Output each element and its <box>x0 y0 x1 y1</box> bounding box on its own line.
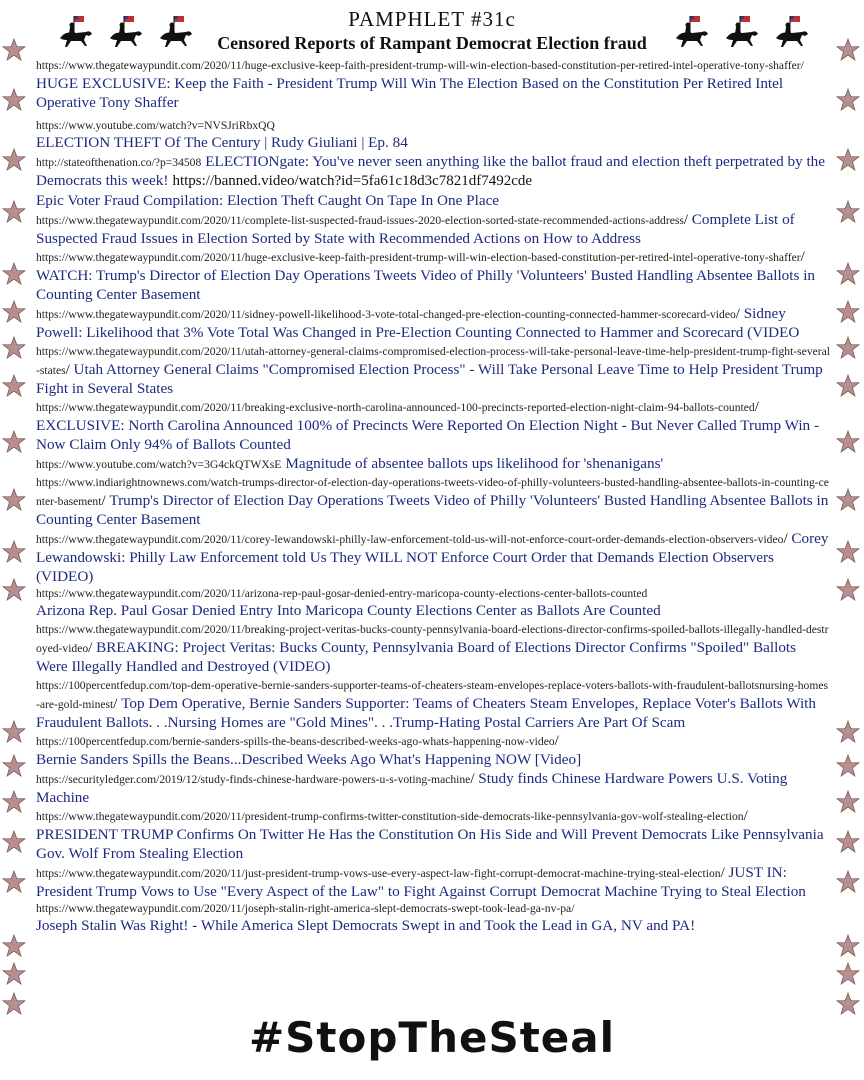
article-headline-link[interactable]: ELECTION THEFT Of The Century | Rudy Giuliani | Ep. 84 <box>36 134 408 151</box>
article-headline-link[interactable]: JUST IN: President Trump Vows to Use "Every Aspect of the Law" to Fight Against Corrupt Democrat Machine Trying to Steal Election <box>36 864 806 900</box>
article-headline-link[interactable]: Utah Attorney General Claims "Compromised Election Process" - Will Take Personal Leave Time to Help President Trump Fight in Several States <box>36 361 823 397</box>
star-icon <box>2 720 26 744</box>
star-icon <box>836 300 860 324</box>
source-url-link[interactable]: https://www.thegatewaypundit.com/2020/11/breaking-exclusive-north-carolina-announced-100-precincts-reported-election-night-claim-94-ballots-counted <box>36 401 755 414</box>
source-url-link[interactable]: https://www.thegatewaypundit.com/2020/11/huge-exclusive-keep-faith-president-trump-will-win-election-based-constitution-per-retired-intel-operative-tony-shaffer/ <box>36 59 804 72</box>
list-item: https://www.thegatewaypundit.com/2020/11/complete-list-suspected-fraud-issues-2020-election-sorted-state-recommended-actions-address/ Complete List of Suspected Fraud Issues in Election Sorted by State with Recommended Actions on How to Address <box>36 211 795 247</box>
article-headline-link[interactable]: Epic Voter Fraud Compilation: Election Theft Caught On Tape In One Place <box>36 192 500 209</box>
right-star-border <box>836 0 862 1080</box>
article-headline-link[interactable]: Corey Lewandowski: Philly Law Enforcement told Us They WILL NOT Enforce Court Order that Demands Election Observers (VIDEO) <box>36 530 829 585</box>
list-item: https://securityledger.com/2019/12/study-finds-chinese-hardware-powers-u-s-voting-machine/ Study finds Chinese Hardware Powers U.S. Voting Machine <box>36 770 788 806</box>
article-headline-link[interactable]: ELECTIONgate: You've never seen anything like the ballot fraud and election theft perpetrated by the Democrats this week! <box>36 153 826 189</box>
list-item <box>36 56 830 112</box>
star-icon <box>836 720 860 744</box>
star-icon <box>2 374 26 398</box>
source-url-link[interactable]: https://www.thegatewaypundit.com/2020/11/president-trump-confirms-twitter-constitution-side-democrats-like-pennsylvania-gov-wolf-stealing-election <box>36 810 744 823</box>
star-icon <box>2 262 26 286</box>
star-icon <box>2 578 26 602</box>
source-url-link[interactable]: https://100percentfedup.com/bernie-sanders-spills-the-beans-described-weeks-ago-whats-happening-now-video <box>36 735 555 748</box>
list-item: https://www.thegatewaypundit.com/2020/11/utah-attorney-general-claims-compromised-election-process-will-take-personal-leave-time-help-president-trump-fight-several-states/ Utah Attorney General Claims "Compromised Election Process" - Will Take Personal Leave Time to Help President Trump Fight in Several States <box>36 345 830 397</box>
list-item: https://www.indiarightnownews.com/watch-trumps-director-of-election-day-operations-tweets-video-of-philly-volunteers-busted-handling-absentee-ballots-in-counting-center-basement/ Trump's Director of Election Day Operations Tweets Video of Philly 'Volunteers' Busted Handling Absentee Ballots in Counting Center Basement <box>36 476 829 528</box>
source-url-link[interactable]: https://securityledger.com/2019/12/study-finds-chinese-hardware-powers-u-s-voting-machine <box>36 773 471 786</box>
source-url-link[interactable]: https://www.thegatewaypundit.com/2020/11/arizona-rep-paul-gosar-denied-entry-maricopa-county-elections-center-ballots-counted <box>36 587 648 600</box>
star-icon <box>2 540 26 564</box>
source-url-link[interactable]: https://www.youtube.com/watch?v=3G4ckQTWXsE <box>36 458 282 471</box>
source-url-link[interactable]: https://www.thegatewaypundit.com/2020/11/huge-exclusive-keep-faith-president-trump-will-win-election-based-constitution-per-retired-intel-operative-tony-shaffer <box>36 251 801 264</box>
source-url-link[interactable]: https://www.thegatewaypundit.com/2020/11/breaking-project-veritas-bucks-county-pennsylvania-board-elections-director-confirms-spoiled-ballots-illegally-handled-destroyed-video <box>36 623 829 655</box>
star-icon <box>2 934 26 958</box>
star-icon <box>2 992 26 1016</box>
list-item <box>36 118 830 152</box>
article-headline-link[interactable]: Study finds Chinese Hardware Powers U.S. Voting Machine <box>36 770 788 806</box>
list-item: https://www.thegatewaypundit.com/2020/11/huge-exclusive-keep-faith-president-trump-will-win-election-based-constitution-per-retired-intel-operative-tony-shaffer/ WATCH: Trump's Director of Election Day Operations Tweets Video of Philly 'Volunteers' Busted Handling Absentee Ballots in Counting Center Basement <box>36 249 816 303</box>
list-item: https://www.thegatewaypundit.com/2020/11/breaking-project-veritas-bucks-county-pennsylvania-board-elections-director-confirms-spoiled-ballots-illegally-handled-destroyed-video/ BREAKING: Project Veritas: Bucks County, Pennsylvania Board of Elections Director Confirms "Spoiled" Ballots Were Illegally Handled and Destroyed (VIDEO) <box>36 623 829 675</box>
article-headline-link[interactable]: WATCH: Trump's Director of Election Day Operations Tweets Video of Philly 'Volunteers' Busted Handling Absentee Ballots in Counting Center Basement <box>36 267 816 303</box>
list-item: https://www.thegatewaypundit.com/2020/11/president-trump-confirms-twitter-constitution-side-democrats-like-pennsylvania-gov-wolf-stealing-election/ PRESIDENT TRUMP Confirms On Twitter He Has the Constitution On His Side and Will Prevent Democrats Like Pennsylvania Gov. Wolf From Stealing Election <box>36 808 824 862</box>
left-star-border <box>2 0 28 1080</box>
article-headline-link[interactable]: Trump's Director of Election Day Operations Tweets Video of Philly 'Volunteers' Busted Handling Absentee Ballots in Counting Center Basement <box>36 492 829 528</box>
article-headline-link[interactable]: Arizona Rep. Paul Gosar Denied Entry Into Maricopa County Elections Center as Ballots Are Counted <box>36 602 661 619</box>
article-headline-link[interactable]: Complete List of Suspected Fraud Issues in Election Sorted by State with Recommended Actions on How to Address <box>36 211 795 247</box>
source-url-link[interactable]: http://stateofthenation.co/?p=34508 <box>36 156 202 169</box>
star-icon <box>2 870 26 894</box>
page-subtitle: Censored Reports of Rampant Democrat Election fraud <box>217 33 647 53</box>
list-item: https://www.thegatewaypundit.com/2020/11/corey-lewandowski-philly-law-enforcement-told-us-will-not-enforce-court-order-demands-election-observers-video/ Corey Lewandowski: Philly Law Enforcement told Us They WILL NOT Enforce Court Order that Demands Election Observers (VIDEO) <box>36 530 829 585</box>
article-headline-link[interactable]: EXCLUSIVE: North Carolina Announced 100% of Precincts Were Reported On Election Night - But Never Called Trump Win - Now Claim Only 94% of Ballots Counted <box>36 417 819 453</box>
star-icon <box>836 336 860 360</box>
source-url-link[interactable]: https://www.thegatewaypundit.com/2020/11/utah-attorney-general-claims-compromised-election-process-will-take-personal-leave-time-help-president-trump-fight-several-states <box>36 345 830 377</box>
list-item <box>36 152 830 210</box>
star-icon <box>836 262 860 286</box>
star-icon <box>836 374 860 398</box>
article-headline-link[interactable]: Sidney Powell: Likelihood that 3% Vote Total Was Changed in Pre-Election Counting Connected to Hammer and Scorecard (VIDEO <box>36 305 800 341</box>
star-icon <box>836 430 860 454</box>
star-icon <box>2 962 26 986</box>
source-url-link[interactable]: https://100percentfedup.com/top-dem-operative-bernie-sanders-supporter-teams-of-cheaters-steam-envelopes-replace-voters-ballots-with-fraudulent-ballotsnursing-homes-are-gold-minest <box>36 679 829 711</box>
source-url-link[interactable]: https://www.youtube.com/watch?v=NVSJriRbxQQ <box>36 119 275 132</box>
star-icon <box>836 830 860 854</box>
star-icon <box>836 754 860 778</box>
star-icon <box>836 578 860 602</box>
list-item <box>36 454 830 473</box>
source-url-link[interactable]: https://www.thegatewaypundit.com/2020/11/complete-list-suspected-fraud-issues-2020-election-sorted-state-recommended-actions-address <box>36 214 684 227</box>
star-icon <box>2 88 26 112</box>
star-icon <box>2 790 26 814</box>
article-headline-link[interactable]: Magnitude of absentee ballots ups likelihood for 'shenanigans' <box>285 455 664 472</box>
source-url-link[interactable]: https://www.thegatewaypundit.com/2020/11/joseph-stalin-right-america-slept-democrats-swept-took-lead-ga-nv-pa/ <box>36 902 575 915</box>
list-item <box>36 901 830 935</box>
star-icon <box>2 200 26 224</box>
article-headline-link[interactable]: PRESIDENT TRUMP Confirms On Twitter He Has the Constitution On His Side and Will Prevent Democrats Like Pennsylvania Gov. Wolf From Stealing Election <box>36 826 824 862</box>
list-item: https://100percentfedup.com/bernie-sanders-spills-the-beans-described-weeks-ago-whats-happening-now-video/ Bernie Sanders Spills the Beans...Described Weeks Ago What's Happening NOW [Video] <box>36 732 830 769</box>
source-url-link[interactable]: https://www.indiarightnownews.com/watch-trumps-director-of-election-day-operations-tweets-video-of-philly-volunteers-busted-handling-absentee-ballots-in-counting-center-basement <box>36 476 829 508</box>
hashtag-banner: #StopTheSteal <box>248 1013 616 1062</box>
star-icon <box>836 790 860 814</box>
star-icon <box>836 200 860 224</box>
star-icon <box>836 870 860 894</box>
list-item: https://www.thegatewaypundit.com/2020/11/breaking-exclusive-north-carolina-announced-100-precincts-reported-election-night-claim-94-ballots-counted/ EXCLUSIVE: North Carolina Announced 100% of Precincts Were Reported On Election Night - But Never Called Trump Win - Now Claim Only 94% of Ballots Counted <box>36 399 819 453</box>
star-icon <box>2 830 26 854</box>
pamphlet-header <box>0 6 864 58</box>
star-icon <box>836 540 860 564</box>
star-icon <box>836 934 860 958</box>
page-title: PAMPHLET #31c <box>348 7 516 31</box>
article-headline-link[interactable]: Bernie Sanders Spills the Beans...Described Weeks Ago What's Happening NOW [Video] <box>36 751 582 768</box>
star-icon <box>2 488 26 512</box>
list-item: https://www.thegatewaypundit.com/2020/11/sidney-powell-likelihood-3-vote-total-changed-pre-election-counting-connected-hammer-scorecard-video/ Sidney Powell: Likelihood that 3% Vote Total Was Changed in Pre-Election Counting Connected to Hammer and Scorecard (VIDEO <box>36 305 800 341</box>
list-item <box>36 586 830 620</box>
source-url-link[interactable]: https://www.thegatewaypundit.com/2020/11/corey-lewandowski-philly-law-enforcement-told-us-will-not-enforce-court-order-demands-election-observers-video <box>36 533 784 546</box>
star-icon <box>2 754 26 778</box>
star-icon <box>836 488 860 512</box>
star-icon <box>2 148 26 172</box>
article-list <box>36 56 830 935</box>
star-icon <box>836 962 860 986</box>
star-icon <box>836 148 860 172</box>
source-url-link[interactable]: https://www.thegatewaypundit.com/2020/11/just-president-trump-vows-use-every-aspect-law-fight-corrupt-democrat-machine-trying-steal-election <box>36 867 721 880</box>
star-icon <box>2 430 26 454</box>
star-icon <box>2 300 26 324</box>
source-url-link[interactable]: https://banned.video/watch?id=5fa61c18d3c7821df7492cde <box>172 173 533 189</box>
article-headline-link[interactable]: BREAKING: Project Veritas: Bucks County, Pennsylvania Board of Elections Director Confirms "Spoiled" Ballots Were Illegally Handled and Destroyed (VIDEO) <box>36 639 797 675</box>
list-item: https://www.thegatewaypundit.com/2020/11/just-president-trump-vows-use-every-aspect-law-fight-corrupt-democrat-machine-trying-steal-election/ JUST IN: President Trump Vows to Use "Every Aspect of the Law" to Fight Against Corrupt Democrat Machine Trying to Steal Election <box>36 864 806 900</box>
star-icon <box>836 88 860 112</box>
source-url-link[interactable]: https://www.thegatewaypundit.com/2020/11/sidney-powell-likelihood-3-vote-total-changed-pre-election-counting-connected-hammer-scorecard-video <box>36 308 736 321</box>
star-icon <box>2 336 26 360</box>
list-item: https://100percentfedup.com/top-dem-operative-bernie-sanders-supporter-teams-of-cheaters-steam-envelopes-replace-voters-ballots-with-fraudulent-ballotsnursing-homes-are-gold-minest/ Top Dem Operative, Bernie Sanders Supporter: Teams of Cheaters Steam Envelopes, Replace Voter's Ballots With Fraudulent Ballots. . .Nursing Homes are "Gold Mines". . .Trump-Hating Postal Carriers Are Part Of Scam <box>36 679 829 731</box>
article-headline-link[interactable]: HUGE EXCLUSIVE: Keep the Faith - President Trump Will Win The Election Based on the Constitution Per Retired Intel Operative Tony Shaffer <box>36 75 784 111</box>
star-icon <box>836 992 860 1016</box>
article-headline-link[interactable]: Joseph Stalin Was Right! - While America Slept Democrats Swept in and Took the Lead in GA, NV and PA! <box>36 917 696 934</box>
article-headline-link[interactable]: Top Dem Operative, Bernie Sanders Supporter: Teams of Cheaters Steam Envelopes, Replace Voter's Ballots With Fraudulent Ballots. . .Nursing Homes are "Gold Mines". . .Trump-Hating Postal Carriers Are Part Of Scam <box>36 695 816 731</box>
